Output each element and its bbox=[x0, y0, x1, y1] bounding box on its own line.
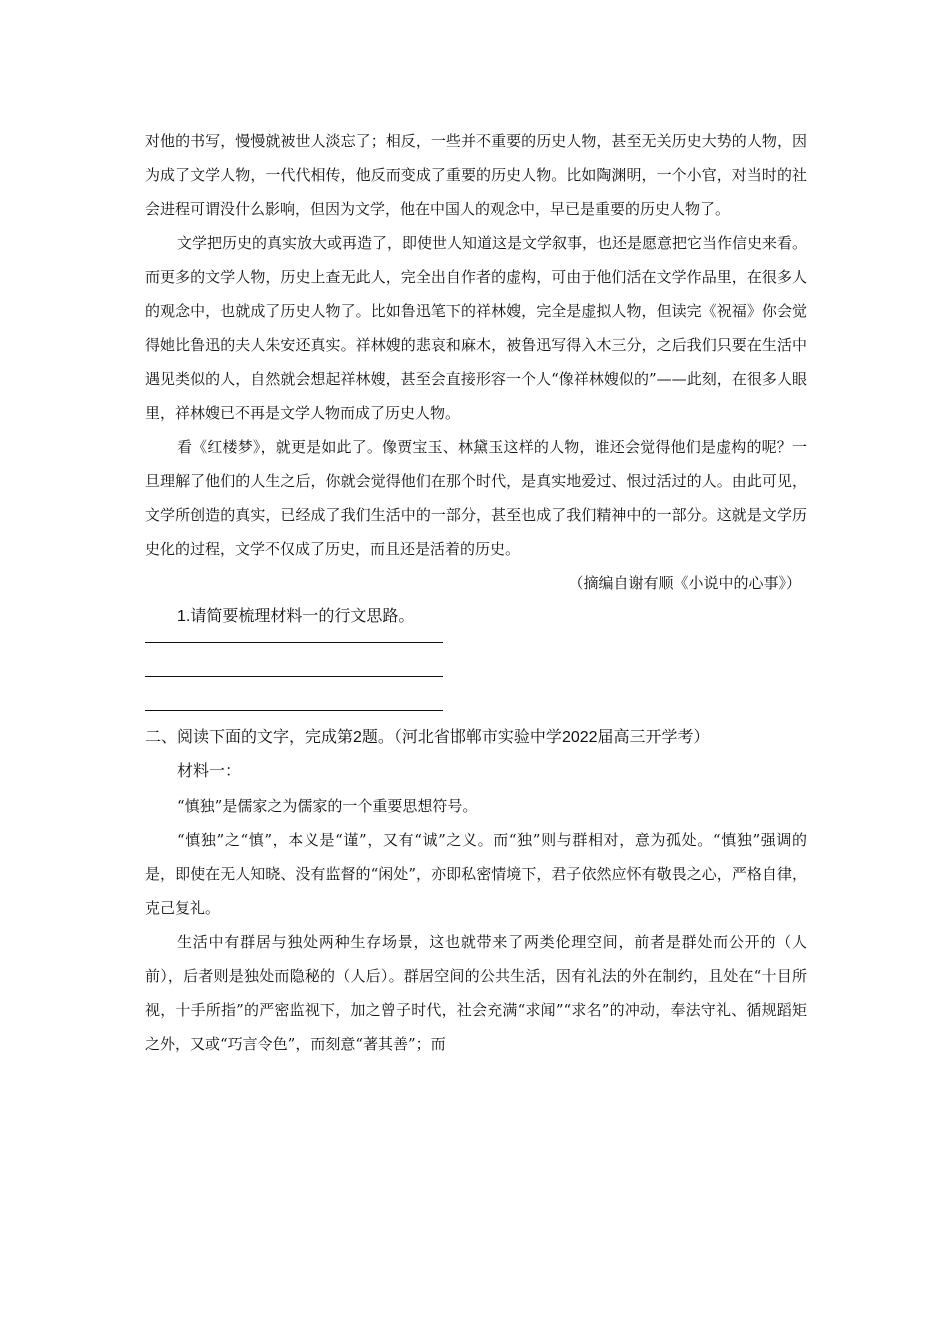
passage1-paragraph-1: 对他的书写，慢慢就被世人淡忘了；相反，一些并不重要的历史人物，甚至无关历史大势的人物，因为成了文学人物，一代代相传，他反而变成了重要的历史人物。比如陶渊明，一个小官，对当时的社会进程可谓没什么影响，但因为文学，他在中国人的观念中，早已是重要的历史人物了。 bbox=[145, 132, 807, 218]
question-1 bbox=[145, 600, 807, 634]
answer-lines bbox=[145, 642, 807, 711]
section-2-prefix: 二、阅读下面的文字，完成第 bbox=[145, 729, 354, 746]
passage1-paragraph-3: 看《红楼梦》，就更是如此了。像贾宝玉、林黛玉这样的人物，谁还会觉得他们是虚构的呢？一旦理解了他们的人生之后，你就会觉得他们在那个时代，是真实地爱过、恨过活过的人。由此可见，文学所创造的真实，已经成了我们生活中的一部分，甚至也成了我们精神中的一部分。这就是文学历史化的过程，文学不仅成了历史，而且还是活着的历史。 bbox=[145, 438, 807, 558]
answer-line-2[interactable] bbox=[145, 676, 443, 677]
answer-line-1[interactable] bbox=[145, 642, 443, 643]
section-2-paragraph-3: 生活中有群居与独处两种生存场景，这也就带来了两类伦理空间，前者是群处而公开的（人前），后者则是独处而隐秘的（人后）。群居空间的公共生活，因有礼法的外在制约，且处在“十目所视，十手所指”的严密监视下，加之曾子时代，社会充满“求闻”“求名”的冲动，奉法守礼、循规蹈矩之外，又或“巧言令色”，而刻意“著其善”；而 bbox=[145, 933, 807, 1053]
section-2-paragraph-1: “慎独”是儒家之为儒家的一个重要思想符号。 bbox=[177, 797, 478, 815]
material-label: 材料一： bbox=[177, 763, 242, 780]
section-2-paragraph-2: “慎独”之“慎”，本义是“谨”，又有“诚”之义。而“独”则与群相对，意为孤处。“慎独”强调的是，即使在无人知晓、没有监督的“闲处”，亦即私密情境下，君子依然应怀有敬畏之心，严格自律，克己复礼。 bbox=[145, 831, 807, 917]
question-1-number: 1. bbox=[177, 608, 191, 625]
section-2-suffix: 届高三开学考） bbox=[597, 729, 710, 746]
passage1-source: （摘编自谢有顺《小说中的心事》） bbox=[568, 574, 801, 592]
section-2-heading bbox=[145, 721, 807, 755]
question-1-text: 请简要梳理材料一的行文思路。 bbox=[190, 608, 415, 625]
section-2-question-number: 2 bbox=[353, 729, 362, 746]
passage1-paragraph-2: 文学把历史的真实放大或再造了，即使世人知道这是文学叙事，也还是愿意把它当作信史来看。而更多的文学人物，历史上查无此人，完全出自作者的虚构，可由于他们活在文学作品里，在很多人的观念中，也就成了历史人物了。比如鲁迅笔下的祥林嫂，完全是虚拟人物，但读完《祝福》你会觉得她比鲁迅的夫人朱安还真实。祥林嫂的悲哀和麻木，被鲁迅写得入木三分，之后我们只要在生活中遇见类似的人，自然就会想起祥林嫂，甚至会直接形容一个人“像祥林嫂似的”——此刻，在很多人眼里，祥林嫂已不再是文学人物而成了历史人物。 bbox=[145, 234, 808, 422]
document-page bbox=[145, 124, 807, 1061]
section-2-year: 2022 bbox=[561, 729, 598, 746]
answer-line-3[interactable] bbox=[145, 710, 443, 711]
section-2-middle: 题。（河北省邯郸市实验中学 bbox=[361, 729, 562, 746]
